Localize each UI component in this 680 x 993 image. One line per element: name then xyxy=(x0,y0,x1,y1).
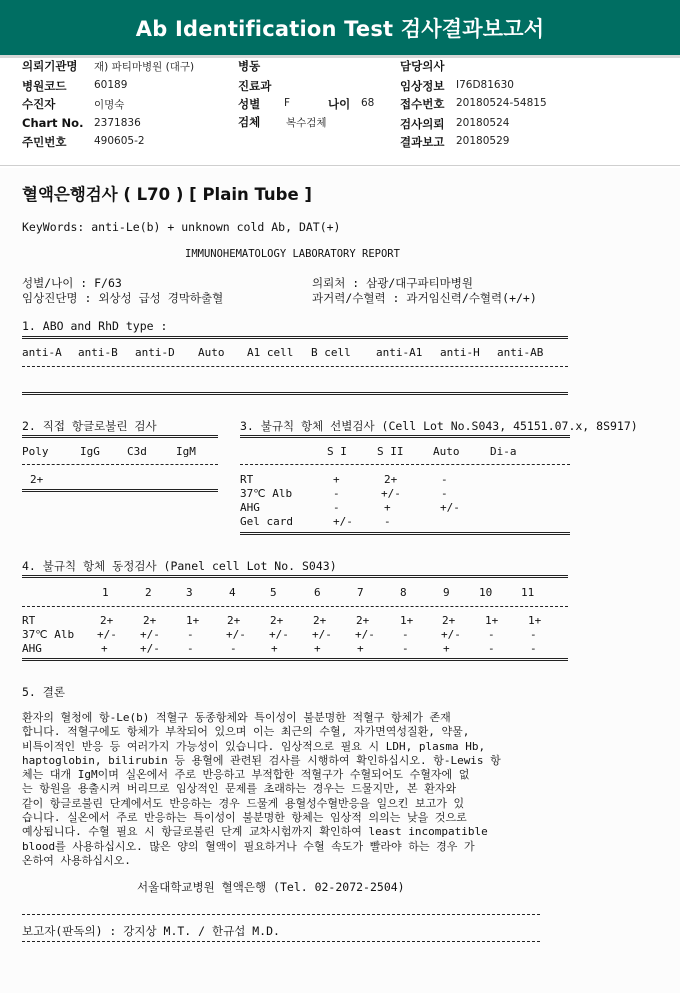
request-date: 20180524 xyxy=(456,117,510,129)
report-heading: 혈액은행검사 ( L70 ) [ Plain Tube ] xyxy=(22,185,312,204)
section-4-rule xyxy=(22,575,568,578)
s4-cell: 1+ xyxy=(186,614,200,627)
s4-cell: - xyxy=(187,642,194,655)
s3-row-label: Gel card xyxy=(240,515,293,528)
s1-header: A1 cell xyxy=(247,346,294,359)
s4-header: 3 xyxy=(186,586,193,599)
s4-cell: 1+ xyxy=(485,614,499,627)
s3-cell: - xyxy=(333,501,340,514)
s3-cell: - xyxy=(333,487,340,500)
age-value: 68 xyxy=(361,97,375,109)
section-2-rule xyxy=(22,464,218,465)
s3-cell: +/- xyxy=(333,515,353,528)
section-1-rule xyxy=(22,336,568,339)
conclusion-line: 예상됩니다. 수혈 필요 시 항글로불린 단계 교차시험까지 확인하여 least incompatible xyxy=(22,825,488,839)
section-1-title: 1. ABO and RhD type : xyxy=(22,319,168,333)
s4-header: 8 xyxy=(400,586,407,599)
s2-header: IgG xyxy=(80,445,100,458)
s4-cell: - xyxy=(530,642,537,655)
s1-header: Auto xyxy=(198,346,225,359)
s4-cell: + xyxy=(357,642,364,655)
patient-info-header xyxy=(0,0,680,170)
s1-header: anti-B xyxy=(78,346,118,359)
chart-no-value: 2371836 xyxy=(94,117,141,129)
s1-header: anti-H xyxy=(440,346,480,359)
s4-cell: 2+ xyxy=(442,614,456,627)
s4-cell: + xyxy=(101,642,108,655)
s4-header: 10 xyxy=(479,586,493,599)
s2-header: IgM xyxy=(176,445,196,458)
s4-header: 7 xyxy=(357,586,364,599)
s4-header: 11 xyxy=(521,586,535,599)
s4-row-label: 37℃ Alb xyxy=(22,628,75,641)
s4-cell: 2+ xyxy=(227,614,241,627)
conclusion-line: 비특이적인 반응 등 여러가지 가능성이 있습니다. 임상적으로 필요 시 LDH, plasma Hb, xyxy=(22,739,486,753)
sex-age: 성별/나이 : F/63 xyxy=(22,276,122,290)
s3-header: Auto xyxy=(433,445,460,458)
sex-label: 성별 xyxy=(238,97,261,111)
transfusion-history: 과거력/수혈력 : 과거임신력/수혈력(+/+) xyxy=(312,291,537,305)
s4-cell: - xyxy=(187,628,194,641)
s4-cell: + xyxy=(271,642,278,655)
s4-cell: +/- xyxy=(140,628,160,641)
s3-header: S I xyxy=(327,445,347,458)
receipt-value: 20180524-54815 xyxy=(456,97,547,109)
report-date: 20180529 xyxy=(456,135,510,147)
s4-cell: +/- xyxy=(441,628,461,641)
section-1-rule xyxy=(22,392,568,395)
page-title: Ab Identification Test 검사결과보고서 xyxy=(135,16,545,41)
s1-header: anti-AB xyxy=(497,346,544,359)
s4-cell: 2+ xyxy=(356,614,370,627)
s1-header: anti-A xyxy=(22,346,62,359)
institution-value: 재) 파티마병원 (대구) xyxy=(94,61,195,73)
s4-cell: +/- xyxy=(97,628,117,641)
s4-header: 2 xyxy=(145,586,152,599)
s3-cell: +/- xyxy=(440,501,460,514)
resident-no-value: 490605-2 xyxy=(94,135,145,147)
s1-header: B cell xyxy=(311,346,351,359)
s3-row-label: AHG xyxy=(240,501,260,514)
conclusion-text xyxy=(22,711,602,868)
section-4-rule xyxy=(22,606,568,607)
keywords: KeyWords: anti-Le(b) + unknown cold Ab, DAT(+) xyxy=(22,220,341,234)
s4-cell: 2+ xyxy=(100,614,114,627)
s3-cell: - xyxy=(384,515,391,528)
section-3-title: 3. 불규칙 항체 선별검사 (Cell Lot No.S043, 45151.07.x, 8S917) xyxy=(240,419,638,433)
specimen-value: 복수검체 xyxy=(286,117,327,129)
s3-cell: 2+ xyxy=(384,473,398,486)
sex-value: F xyxy=(284,97,291,109)
s3-header: Di-a xyxy=(490,445,517,458)
s3-row-label: RT xyxy=(240,473,254,486)
s4-cell: +/- xyxy=(269,628,289,641)
conclusion-line: 습니다. 실온에서 주로 반응하는 특이성이 불분명한 항체는 임상적 의의는 낮을 것으로 xyxy=(22,811,467,825)
s1-header: anti-D xyxy=(135,346,175,359)
recipient-value: 이명숙 xyxy=(94,99,125,111)
s4-header: 6 xyxy=(314,586,321,599)
referrer: 의뢰처 : 삼광/대구파티마병원 xyxy=(312,276,474,290)
receipt-label: 접수번호 xyxy=(400,97,445,111)
section-5-title: 5. 결론 xyxy=(22,685,65,699)
age-label: 나이 xyxy=(328,97,351,111)
conclusion-line: haptoglobin, bilirubin 등 용혈에 관련된 검사를 시행하여 확인하십시오. 항-Lewis 항 xyxy=(22,753,501,767)
diagnosis: 임상진단명 : 외상성 급성 경막하출혈 xyxy=(22,291,224,305)
conclusion-line: 체는 대개 IgM이며 실온에서 주로 반응하고 부적합한 적혈구가 수혈되어도 수혈자에 없 xyxy=(22,768,470,782)
s4-cell: + xyxy=(443,642,450,655)
s3-header: S II xyxy=(377,445,404,458)
s4-cell: 1+ xyxy=(528,614,542,627)
institution-label: 의뢰기관명 xyxy=(22,59,78,73)
chart-no-label: Chart No. xyxy=(22,116,84,130)
s4-cell: 1+ xyxy=(400,614,414,627)
specimen-label: 검체 xyxy=(238,115,261,129)
s4-cell: - xyxy=(488,628,495,641)
section-1-rule xyxy=(22,366,568,367)
s3-cell: - xyxy=(441,473,448,486)
s4-cell: +/- xyxy=(312,628,332,641)
s4-cell: - xyxy=(488,642,495,655)
doctor-label: 담당의사 xyxy=(400,59,445,73)
conclusion-line: blood를 사용하십시오. 많은 양의 혈액이 필요하거나 수혈 속도가 빨라야 하는 경우 가 xyxy=(22,839,475,853)
hospital-code-value: 60189 xyxy=(94,79,128,91)
report-label: 결과보고 xyxy=(400,135,445,149)
s4-cell: +/- xyxy=(226,628,246,641)
s3-cell: + xyxy=(333,473,340,486)
dept-label: 진료과 xyxy=(238,79,272,93)
s4-header: 9 xyxy=(443,586,450,599)
section-3-rule xyxy=(240,532,570,535)
s2-header: Poly xyxy=(22,445,49,458)
footer-rule xyxy=(22,941,540,942)
conclusion-line: 환자의 혈청에 항-Le(b) 적혈구 동종항체와 특이성이 불분명한 적혈구 항체가 존재 xyxy=(22,711,451,724)
clinical-info-value: I76D81630 xyxy=(456,79,514,91)
section-4-title: 4. 불규칙 항체 동정검사 (Panel cell Lot No. S043) xyxy=(22,559,337,573)
s2-header: C3d xyxy=(127,445,147,458)
s4-header: 4 xyxy=(229,586,236,599)
section-3-rule xyxy=(240,464,570,465)
s4-cell: 2+ xyxy=(270,614,284,627)
hospital-code-label: 병원코드 xyxy=(22,79,67,93)
recipient-label: 수진자 xyxy=(22,97,56,111)
s4-cell: +/- xyxy=(355,628,375,641)
s4-cell: - xyxy=(230,642,237,655)
s4-cell: 2+ xyxy=(313,614,327,627)
request-label: 검사의뢰 xyxy=(400,117,445,131)
s4-header: 5 xyxy=(270,586,277,599)
s4-cell: + xyxy=(314,642,321,655)
conclusion-line: 같이 항글로불린 단계에서도 반응하는 경우 드물게 용혈성수혈반응을 일으킨 보고가 있 xyxy=(22,796,465,810)
s3-cell: +/- xyxy=(381,487,401,500)
lab-institution-footer: 서울대학교병원 혈액은행 (Tel. 02-2072-2504) xyxy=(137,880,405,894)
s3-cell: + xyxy=(384,501,391,514)
scanned-report xyxy=(0,168,680,993)
s2-value-poly: 2+ xyxy=(30,473,44,486)
resident-no-label: 주민번호 xyxy=(22,135,67,149)
s3-row-label: 37℃ Alb xyxy=(240,487,293,500)
section-4-rule xyxy=(22,658,568,661)
s4-cell: - xyxy=(402,628,409,641)
conclusion-line: 합니다. 적혈구에도 항체가 부착되어 있으며 이는 최근의 수혈, 자가면역성질환, 약물, xyxy=(22,725,470,739)
s4-row-label: RT xyxy=(22,614,36,627)
footer-rule xyxy=(22,914,540,915)
clinical-info-label: 임상정보 xyxy=(400,79,445,93)
conclusion-line: 는 항원을 용출시켜 버리므로 임상적인 문제를 초래하는 경우는 드물지만, 본 환자와 xyxy=(22,782,457,796)
s4-cell: - xyxy=(530,628,537,641)
s4-row-label: AHG xyxy=(22,642,42,655)
s3-cell: - xyxy=(441,487,448,500)
section-2-title: 2. 직접 항글로불린 검사 xyxy=(22,419,157,433)
s4-cell: - xyxy=(402,642,409,655)
conclusion-line: 온하여 사용하십시오. xyxy=(22,853,131,867)
s4-header: 1 xyxy=(102,586,109,599)
lab-title: IMMUNOHEMATOLOGY LABORATORY REPORT xyxy=(185,248,400,260)
s4-cell: 2+ xyxy=(143,614,157,627)
s1-header: anti-A1 xyxy=(376,346,423,359)
section-3-rule xyxy=(240,435,570,438)
section-2-rule xyxy=(22,489,218,492)
ward-label: 병동 xyxy=(238,59,261,73)
reporter-signature: 보고자(판독의) : 강지상 M.T. / 한규섭 M.D. xyxy=(22,924,280,938)
s4-cell: +/- xyxy=(140,642,160,655)
section-2-rule xyxy=(22,435,218,438)
header-divider xyxy=(0,165,680,166)
